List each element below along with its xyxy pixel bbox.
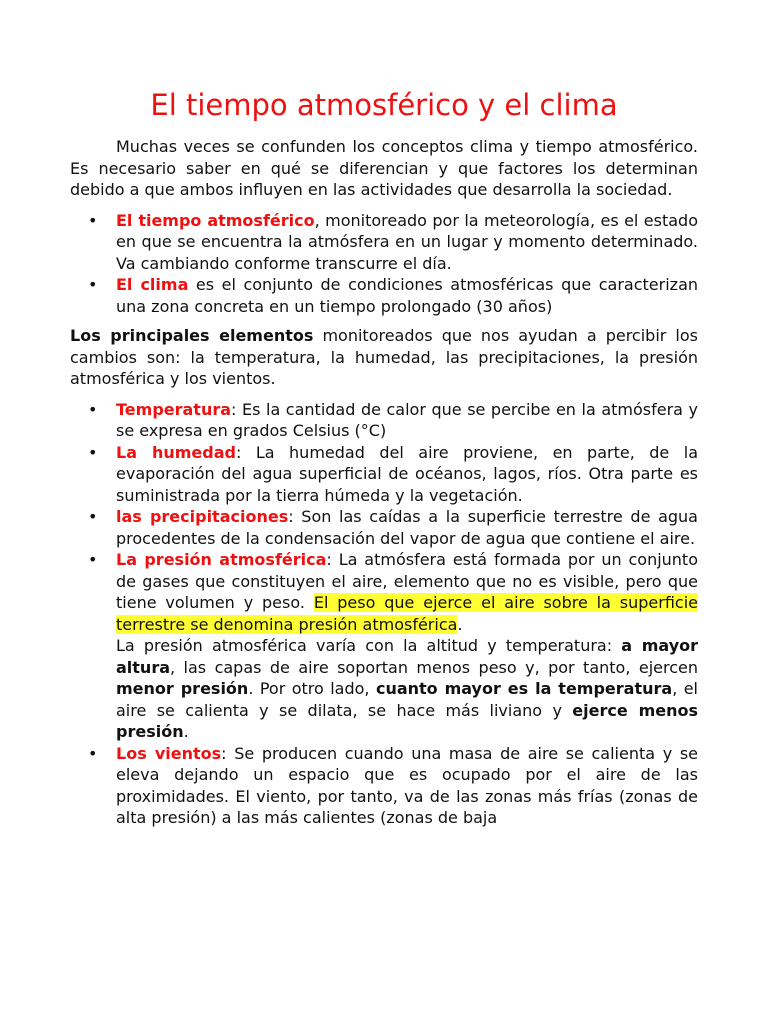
- bold-phrase: ejerce menos presión: [116, 700, 698, 741]
- item-text: : La atmósfera está formada por un conjunto de gases que constituyen el aire, elemento que no es visible, pero que tiene volumen y peso.: [116, 550, 698, 612]
- list-item-presion: [70, 549, 698, 743]
- term-clima: El clima: [116, 275, 189, 294]
- document-body: [70, 136, 698, 829]
- bullet-icon: •: [88, 550, 98, 569]
- list-item-tiempo: [70, 210, 698, 275]
- item-text: , las capas de aire soportan menos peso y, por tanto, ejercen: [170, 657, 698, 677]
- presion-paragraph-1: [116, 549, 698, 635]
- elements-text: monitoreados que nos ayudan a percibir los cambios son: la temperatura, la humedad, las precipitaciones, la presión atmosférica y los vientos.: [70, 326, 698, 388]
- item-text: : Son las caídas a la superficie terrestre de agua procedentes de la condensación del vapor de agua que contiene el aire.: [116, 507, 698, 548]
- bullet-icon: •: [88, 399, 98, 419]
- item-text: , monitoreado por la meteorología, es el estado en que se encuentra la atmósfera en un lugar y momento determinado. Va cambiando conforme transcurre el día.: [116, 210, 699, 273]
- list-item-precipitaciones: [70, 506, 698, 549]
- bold-phrase: a mayor altura: [116, 636, 699, 677]
- term-presion: La presión atmosférica: [116, 550, 327, 569]
- item-text: .: [183, 722, 189, 741]
- highlighted-definition: El peso que ejerce el aire sobre la superficie terrestre se denomina presión atmosférica: [116, 593, 699, 634]
- list-item-clima: [70, 274, 698, 317]
- bullet-icon: •: [88, 275, 98, 294]
- item-text: es el conjunto de condiciones atmosféricas que caracterizan una zona concreta en un tiempo prolongado (30 años): [116, 275, 699, 316]
- bullet-icon: •: [88, 743, 98, 763]
- term-precipitaciones: las precipitaciones: [116, 507, 289, 526]
- document-title: El tiempo atmosférico y el clima: [150, 88, 618, 122]
- item-text: . Por otro lado,: [248, 679, 376, 698]
- definitions-list: [70, 210, 698, 318]
- bullet-icon: •: [88, 210, 98, 230]
- bullet-icon: •: [88, 442, 98, 462]
- item-text: : Es la cantidad de calor que se percibe en la atmósfera y se expresa en grados Celsius (°C): [116, 399, 698, 440]
- list-item-vientos: [70, 743, 698, 829]
- item-text: .: [457, 614, 463, 634]
- item-text: : La humedad del aire proviene, en parte, de la evaporación del agua superficial de océanos, lagos, ríos. Otra parte es suministrada por la tierra húmeda y la vegetación.: [116, 442, 698, 505]
- elements-paragraph: [70, 325, 698, 390]
- bold-phrase: menor presión: [116, 679, 249, 698]
- term-humedad: La humedad: [116, 442, 236, 462]
- list-item-humedad: [70, 442, 698, 507]
- item-text: La presión atmosférica varía con la altitud y temperatura:: [116, 636, 622, 655]
- list-item-temperatura: [70, 399, 698, 442]
- elements-bold: Los principales elementos: [70, 326, 314, 345]
- bold-phrase: cuanto mayor es la temperatura: [375, 679, 673, 698]
- term-temperatura: Temperatura: [116, 399, 232, 419]
- term-vientos: Los vientos: [116, 743, 222, 763]
- intro-paragraph: Muchas veces se confunden los conceptos clima y tiempo atmosférico. Es necesario saber en qué se diferencian y que factores los determinan debido a que ambos influyen en las actividades que desarrolla la sociedad.: [70, 137, 698, 199]
- item-text: : Se producen cuando una masa de aire se calienta y se eleva dejando un espacio que es ocupado por el aire de las proximidades. El viento, por tanto, va de las zonas más frías (zonas de alta presión) a las más calientes (zonas de baja: [116, 743, 698, 827]
- term-tiempo: El tiempo atmosférico: [116, 210, 315, 230]
- item-text: , el aire se calienta y se dilata, se hace más liviano y: [116, 679, 698, 720]
- presion-paragraph-2: [116, 635, 698, 743]
- elements-list: [70, 399, 698, 829]
- bullet-icon: •: [88, 507, 98, 526]
